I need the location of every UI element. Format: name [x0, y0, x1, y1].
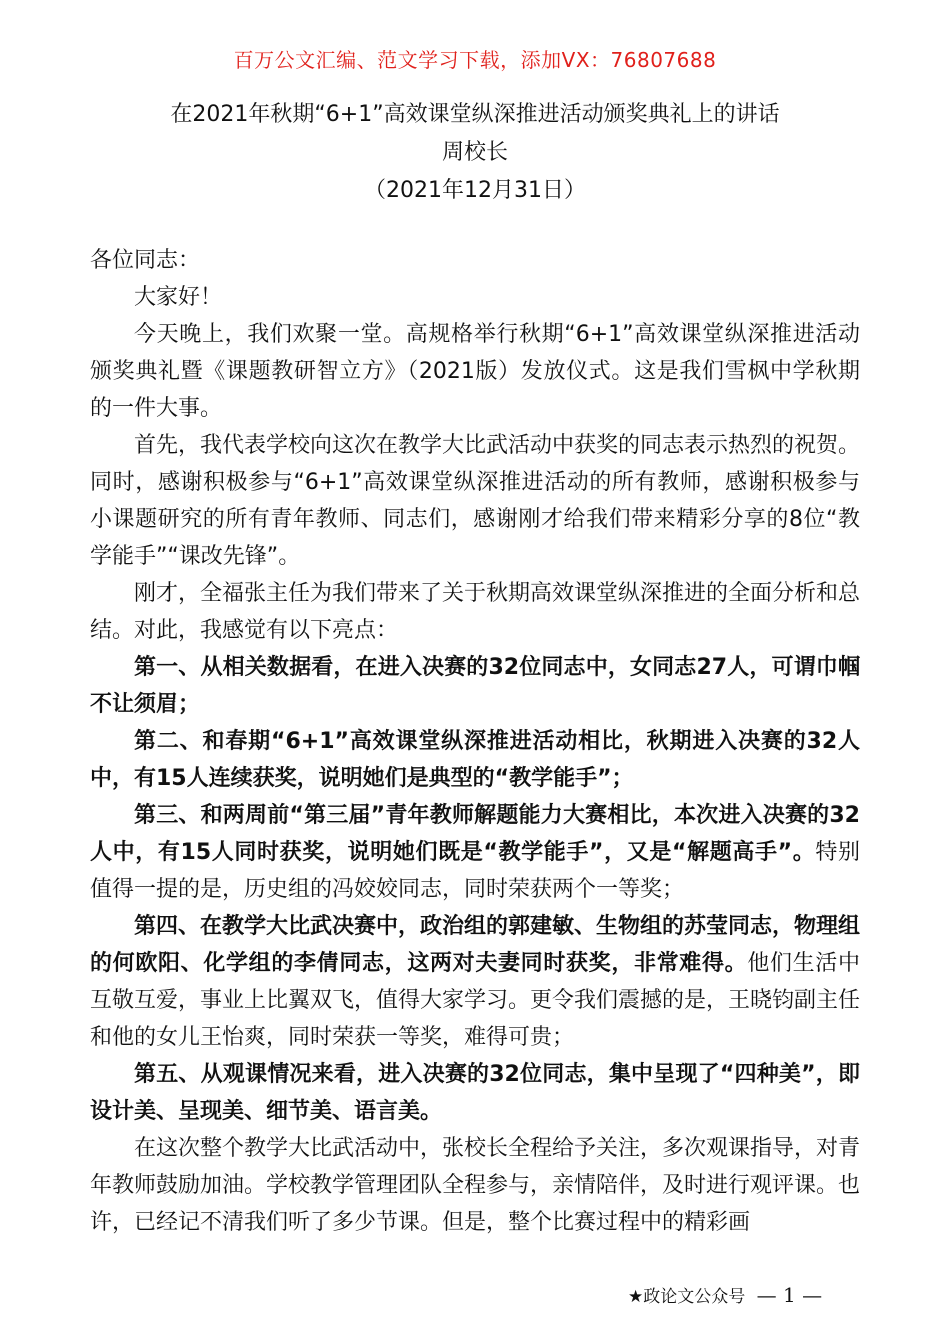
- document-body: [90, 242, 860, 1241]
- footer-source: ★政论文公众号: [628, 1287, 746, 1307]
- document-header: [0, 96, 950, 210]
- paragraph-3: 刚才，全福张主任为我们带来了关于秋期高效课堂纵深推进的全面分析和总结。对此，我感觉有以下亮点：: [90, 581, 861, 643]
- point-4-bold: 第四、在教学大比武决赛中，政治组的郭建敏、生物组的苏莹同志，物理组的何欧阳、化学组的李倩同志，这两对夫妻同时获奖，非常难得。: [90, 914, 861, 976]
- document-author: 周校长: [441, 140, 508, 165]
- point-3-rest: 特别值得一提的是，历史组的冯姣姣同志，同时荣获两个一等奖；: [90, 840, 860, 902]
- point-4: [90, 908, 860, 1056]
- point-2: 第二、和春期“6+1”高效课堂纵深推进活动相比，秋期进入决赛的32人中，有15人连续获奖，说明她们是典型的“教学能手”；: [90, 729, 860, 791]
- page-number: — 1 —: [756, 1283, 823, 1307]
- point-1: 第一、从相关数据看，在进入决赛的32位同志中，女同志27人，可谓巾帼不让须眉；: [90, 655, 860, 717]
- point-3-bold: 第三、和两周前“第三届”青年教师解题能力大赛相比，本次进入决赛的32人中，有15人同时获奖，说明她们既是“教学能手”，又是“解题高手”。: [90, 803, 860, 865]
- document-title: 在2021年秋期“6+1”高效课堂纵深推进活动颁奖典礼上的讲话: [170, 102, 780, 127]
- point-5: 第五、从观课情况来看，进入决赛的32位同志，集中呈现了“四种美”，即设计美、呈现美、细节美、语言美。: [90, 1062, 860, 1124]
- greeting: 大家好！: [134, 285, 223, 310]
- document-date: （2021年12月31日）: [364, 178, 586, 203]
- paragraph-2: 首先，我代表学校向这次在教学大比武活动中获奖的同志表示热烈的祝贺。同时，感谢积极参与“6+1”高效课堂纵深推进活动的所有教师，感谢积极参与小课题研究的所有青年教师、同志们，感谢刚才给我们带来精彩分享的8位“教学能手”“课改先锋”。: [90, 433, 861, 569]
- paragraph-1: 今天晚上，我们欢聚一堂。高规格举行秋期“6+1”高效课堂纵深推进活动颁奖典礼暨《课题教研智立方》（2021版）发放仪式。这是我们雪枫中学秋期的一件大事。: [90, 322, 860, 421]
- watermark-banner: 百万公文汇编、范文学习下载，添加VX：76807688: [233, 48, 717, 72]
- paragraph-4: 在这次整个教学大比武活动中，张校长全程给予关注，多次观课指导，对青年教师鼓励加油。学校教学管理团队全程参与，亲情陪伴，及时进行观评课。也许，已经记不清我们听了多少节课。但是，整个比赛过程中的精彩画: [90, 1136, 861, 1235]
- point-3: [90, 797, 860, 908]
- salutation: 各位同志：: [90, 248, 201, 273]
- point-4-rest: 他们生活中互敬互爱，事业上比翼双飞，值得大家学习。更令我们震撼的是，王晓钧副主任和他的女儿王怡爽，同时荣获一等奖，难得可贵；: [90, 951, 861, 1050]
- page-footer: [628, 1282, 822, 1307]
